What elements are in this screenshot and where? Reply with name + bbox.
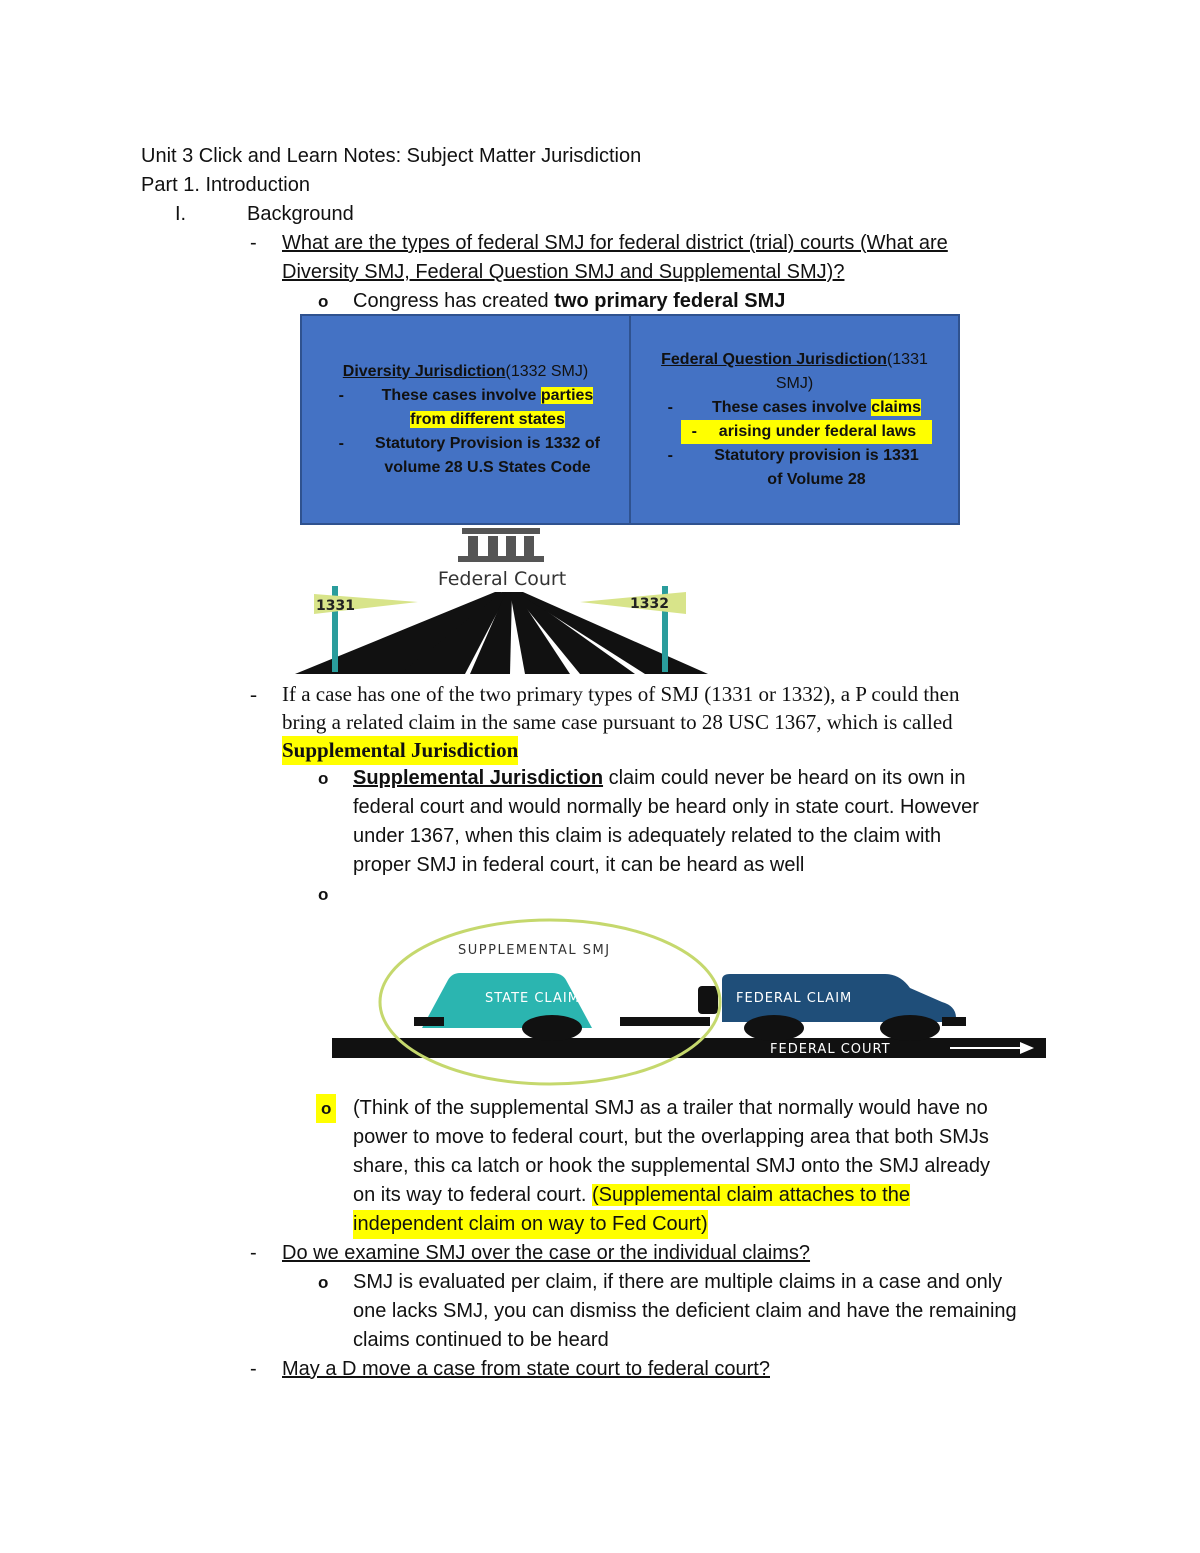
think-line4-plain: on its way to federal court. bbox=[353, 1184, 593, 1206]
section-label: Background bbox=[247, 203, 354, 225]
supp-line2: federal court and would normally be heard only in state court. However bbox=[353, 796, 979, 818]
truck-federal-claim bbox=[698, 974, 966, 1041]
dash-marker: - bbox=[338, 386, 344, 404]
page-title: Unit 3 Click and Learn Notes: Subject Matter Jurisdiction bbox=[141, 145, 642, 167]
jurisdiction-box bbox=[300, 314, 960, 525]
diversity-bullet-2 bbox=[314, 432, 617, 480]
dash-marker: - bbox=[250, 1358, 257, 1380]
bullet-marker: o bbox=[318, 769, 329, 788]
supplemental-para-line1: If a case has one of the two primary types of SMJ (1331 or 1332), a P could then bbox=[282, 682, 960, 706]
diversity-column bbox=[302, 316, 629, 523]
diversity-b2-line2: volume 28 U.S States Code bbox=[384, 458, 591, 476]
trailer-state-claim bbox=[414, 973, 710, 1041]
circle-label: SUPPLEMENTAL SMJ bbox=[458, 943, 611, 958]
fq-heading bbox=[643, 348, 946, 396]
dash-marker: - bbox=[250, 1242, 257, 1264]
sign-1332-label: 1332 bbox=[630, 596, 669, 612]
fq-code-line2: SMJ) bbox=[775, 374, 814, 392]
smj-claim-line2: one lacks SMJ, you can dismiss the deficient claim and have the remaining bbox=[353, 1300, 1017, 1322]
dash-marker: - bbox=[338, 434, 344, 452]
bullet-marker: o bbox=[318, 292, 329, 311]
fq-title: Federal Question Jurisdiction bbox=[661, 350, 887, 368]
question-removal: May a D move a case from state court to federal court? bbox=[282, 1358, 770, 1380]
diversity-heading bbox=[314, 360, 617, 384]
diversity-code: (1332 SMJ) bbox=[505, 362, 589, 380]
dash-marker: - bbox=[667, 398, 673, 416]
question-types-line1: What are the types of federal SMJ for federal district (trial) courts (What are bbox=[282, 232, 948, 254]
supp-term: Supplemental Jurisdiction bbox=[353, 767, 604, 789]
think-line2: power to move to federal court, but the overlapping area that both SMJs bbox=[353, 1126, 989, 1148]
smj-claim-line1: SMJ is evaluated per claim, if there are multiple claims in a case and only bbox=[353, 1271, 1003, 1293]
diversity-b1-highlight: parties bbox=[540, 386, 594, 404]
supp-line1 bbox=[353, 764, 965, 793]
supplemental-jurisdiction-term: Supplemental Jurisdiction bbox=[282, 736, 518, 765]
bullet-marker: o bbox=[318, 885, 329, 904]
court-label: Federal Court bbox=[437, 568, 567, 590]
fq-b3-line2: of Volume 28 bbox=[767, 470, 866, 488]
supplemental-para-line2: bring a related claim in the same case pursuant to 28 USC 1367, which is called bbox=[282, 710, 953, 734]
truck-label: FEDERAL CLAIM bbox=[736, 991, 853, 1006]
bullet-marker: o bbox=[318, 1273, 329, 1292]
supp-line3: under 1367, when this claim is adequately related to the claim with bbox=[353, 825, 942, 847]
fq-bullet-1 bbox=[643, 396, 946, 420]
part-heading: Part 1. Introduction bbox=[141, 174, 310, 196]
diversity-b1-line2: from different states bbox=[410, 410, 565, 428]
dash-marker: - bbox=[250, 682, 257, 706]
dash-marker: - bbox=[250, 232, 257, 254]
think-line3: share, this ca latch or hook the supplemental SMJ onto the SMJ already bbox=[353, 1155, 991, 1177]
supp-line4: proper SMJ in federal court, it can be heard as well bbox=[353, 854, 805, 876]
federal-court-graphic bbox=[290, 526, 720, 674]
diversity-b2-line1: Statutory Provision is 1332 of bbox=[375, 434, 600, 452]
congress-line bbox=[353, 287, 785, 316]
federal-question-column bbox=[629, 316, 958, 523]
smj-claim-line3: claims continued to be heard bbox=[353, 1329, 609, 1351]
think-line4-highlight: (Supplemental claim attaches to the bbox=[592, 1184, 910, 1206]
dash-marker: - bbox=[667, 446, 673, 464]
diversity-b1-plain: These cases involve bbox=[381, 386, 541, 404]
road-label: FEDERAL COURT bbox=[770, 1042, 891, 1057]
courthouse-icon bbox=[458, 528, 544, 562]
supp-line1-rest: claim could never be heard on its own in bbox=[603, 767, 966, 789]
supplemental-truck-graphic bbox=[330, 918, 1048, 1090]
diversity-bullet-1 bbox=[314, 384, 617, 432]
think-line5-highlight: independent claim on way to Fed Court) bbox=[353, 1210, 708, 1239]
fq-bullet-3 bbox=[643, 444, 946, 492]
fq-code: (1331 bbox=[886, 350, 928, 368]
question-types-line2: Diversity SMJ, Federal Question SMJ and Supplemental SMJ)? bbox=[282, 261, 845, 283]
sign-1331-label: 1331 bbox=[316, 598, 355, 614]
fq-b3-line1: Statutory provision is 1331 bbox=[714, 446, 919, 464]
section-numeral: I. bbox=[175, 203, 187, 225]
diversity-title: Diversity Jurisdiction bbox=[342, 362, 506, 380]
question-case-or-claims: Do we examine SMJ over the case or the individual claims? bbox=[282, 1242, 811, 1264]
fq-bullet-2 bbox=[681, 420, 932, 444]
trailer-label: STATE CLAIM bbox=[485, 991, 580, 1006]
think-line1: (Think of the supplemental SMJ as a trailer that normally would have no bbox=[353, 1097, 988, 1119]
fq-b1-plain: These cases involve bbox=[711, 398, 872, 416]
congress-bold: two primary federal SMJ bbox=[554, 290, 786, 312]
fq-b1-highlight: claims bbox=[871, 398, 921, 416]
congress-prefix: Congress has created bbox=[353, 290, 555, 312]
fq-b2-text: arising under federal laws bbox=[718, 422, 917, 440]
bullet-marker-highlighted: o bbox=[316, 1094, 336, 1123]
think-line4 bbox=[353, 1181, 910, 1210]
dash-marker: - bbox=[691, 422, 697, 440]
